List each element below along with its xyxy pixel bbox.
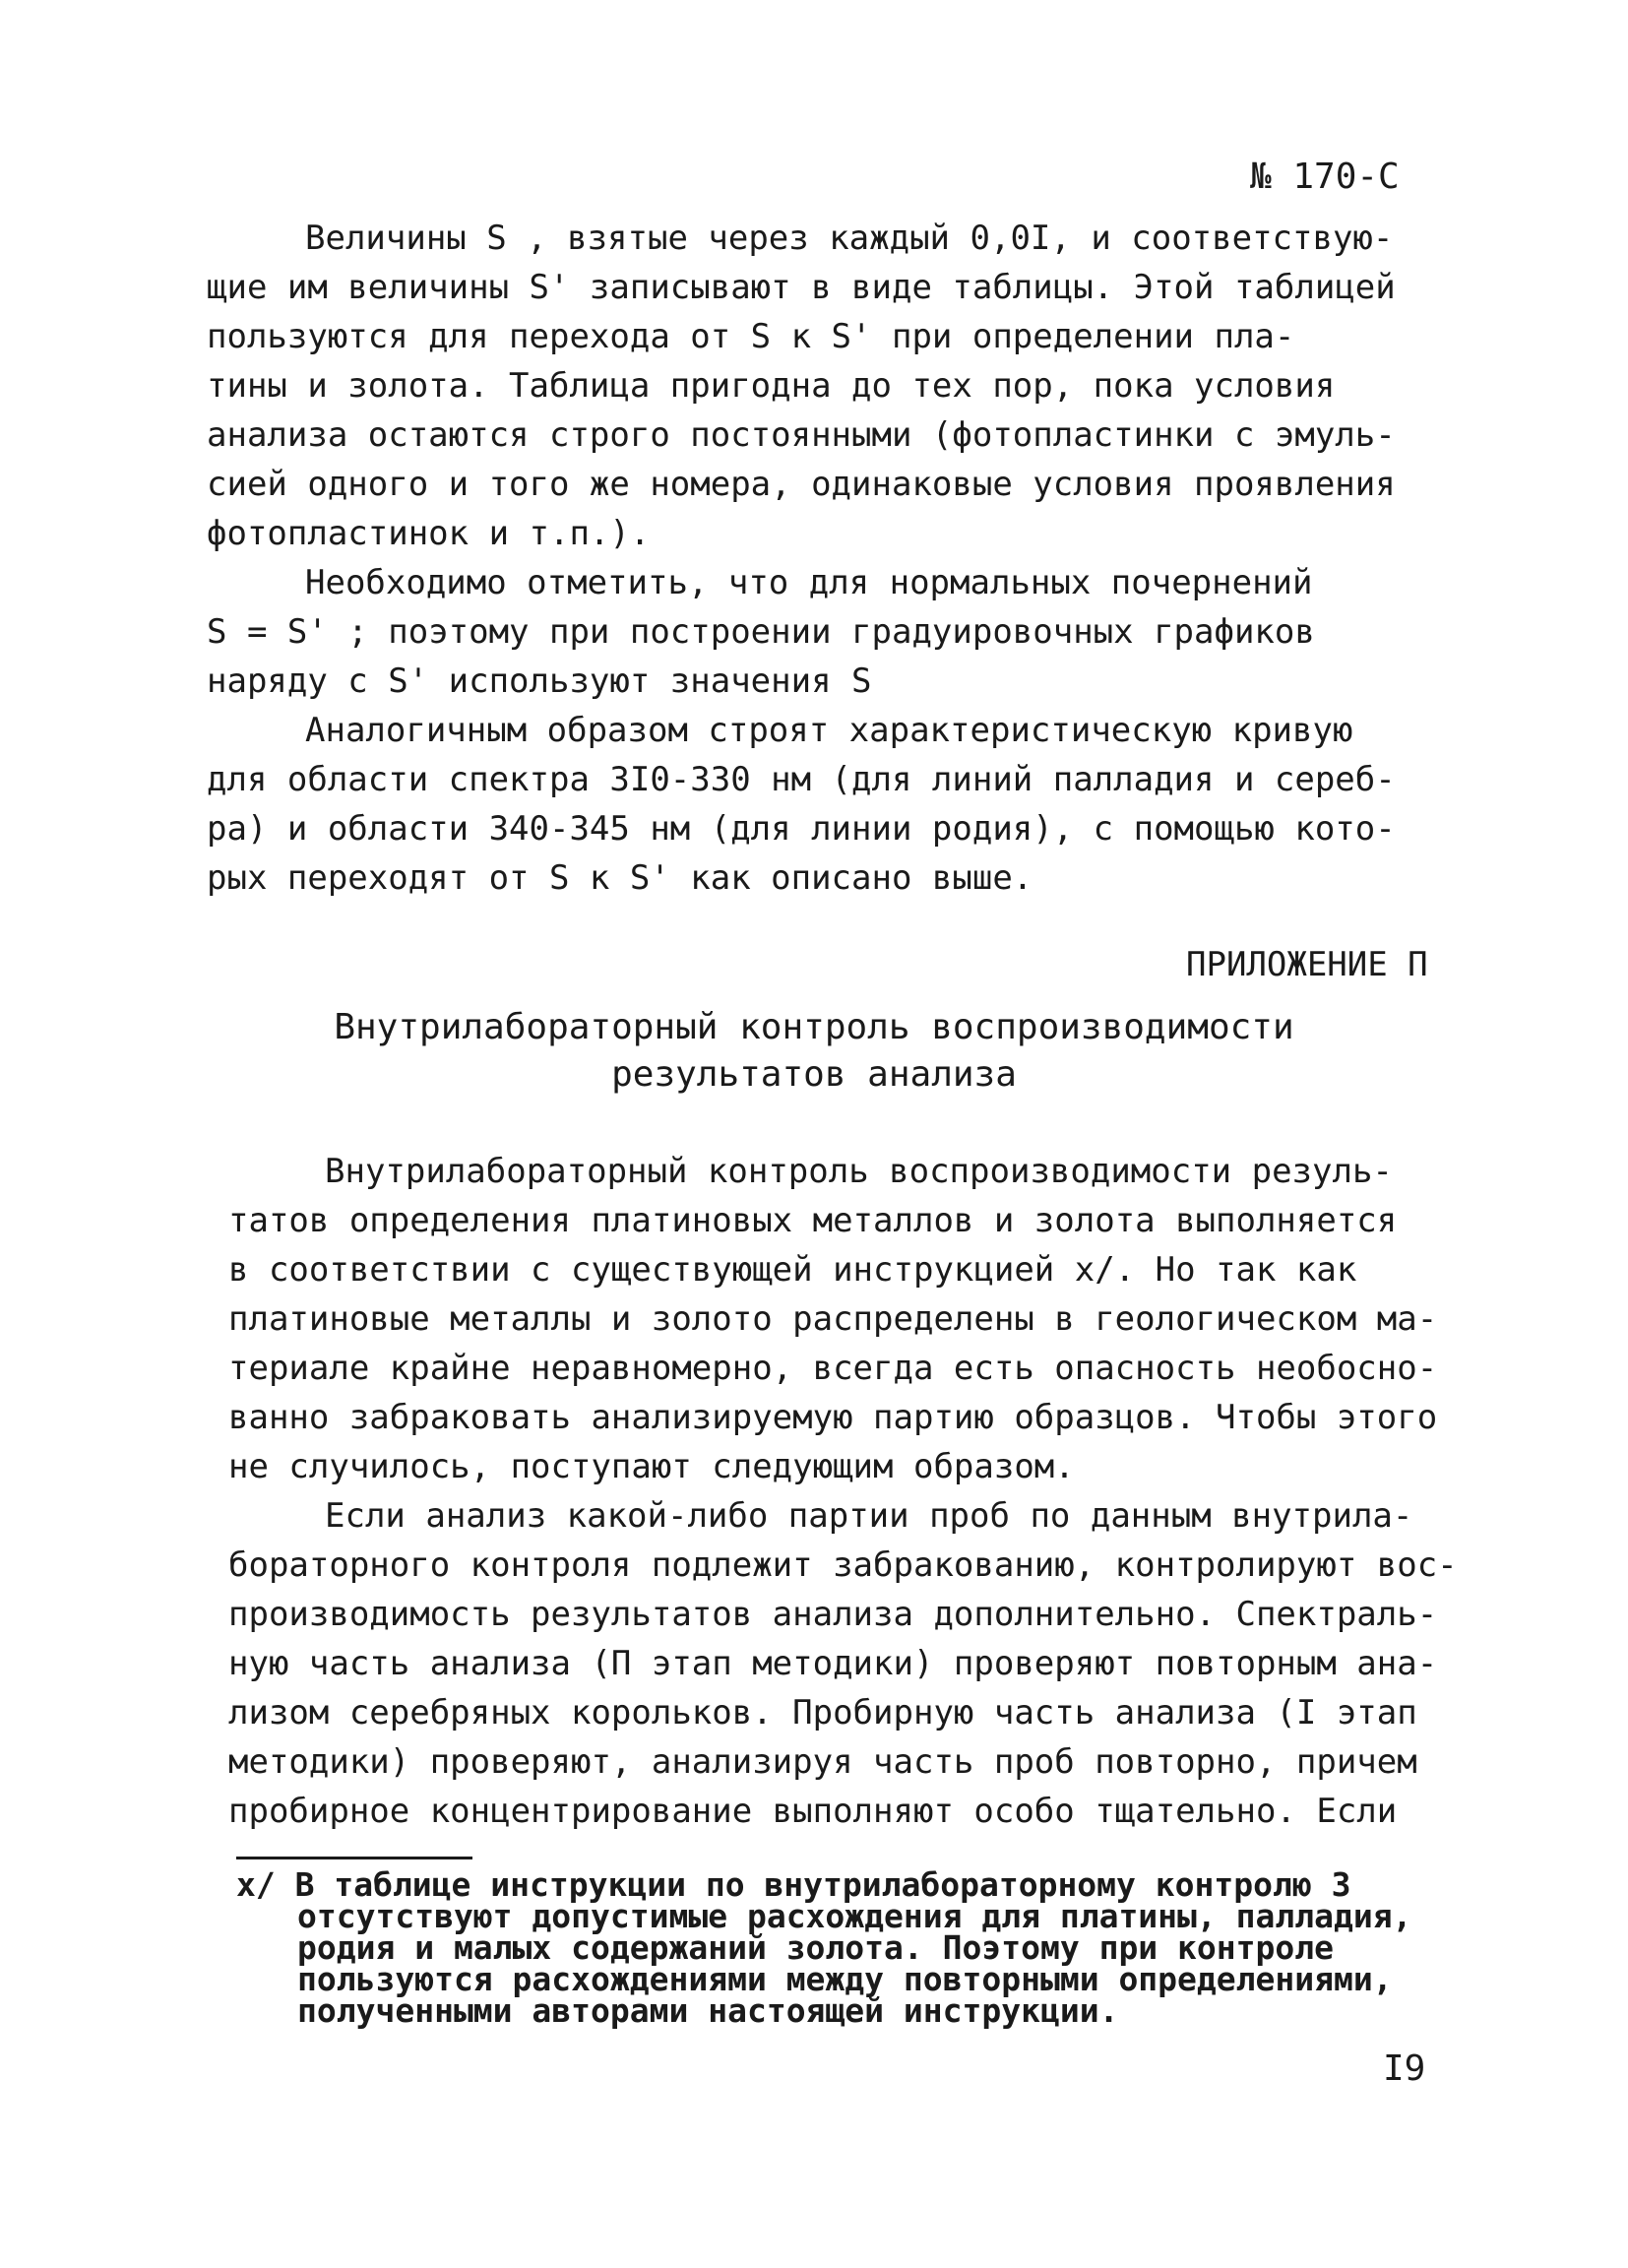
text-line: анализа остаются строго постоянными (фотопластинки с эмуль- [207, 415, 1396, 455]
text-line: тины и золота. Таблица пригодна до тех пор, пока условия [207, 366, 1336, 406]
text-line: Величины S , взятые через каждый 0,0I, и соответствую- [305, 219, 1394, 258]
text-line: Если анализ какой-либо партии проб по данным внутрила- [325, 1496, 1413, 1536]
text-line: для области спектра 3I0-330 нм (для линий палладия и сереб- [207, 760, 1396, 799]
footnote-line: x/ В таблице инструкции по внутрилабораторному контролю 3 [236, 1865, 1351, 1904]
text-line: ную часть анализа (П этап методики) проверяют повторным ана- [228, 1644, 1438, 1683]
appendix-title: Внутрилабораторный контроль воспроизводимости [334, 1007, 1294, 1047]
text-line: Внутрилабораторный контроль воспроизводимости резуль- [325, 1152, 1393, 1191]
text-line: татов определения платиновых металлов и золота выполняется [228, 1201, 1398, 1240]
footnote-line: полученными авторами настоящей инструкции. [297, 1991, 1119, 2030]
footnote-line: пользуются расхождениями между повторными определениями, [297, 1960, 1393, 1998]
text-line: ванно забраковать анализируемую партию образцов. Чтобы этого [228, 1398, 1438, 1437]
text-line: фотопластинок и т.п.). [207, 514, 651, 553]
text-line: платиновые металлы и золото распределены в геологическом ма- [228, 1299, 1438, 1339]
text-line: рых переходят от S к S' как описано выше. [207, 858, 1033, 898]
page-number: I9 [1383, 2048, 1426, 2089]
document-number: № 170-С [1250, 157, 1400, 197]
text-line: ра) и области 340-345 нм (для линии родия), с помощью кото- [207, 809, 1396, 849]
text-line: щие им величины S' записывают в виде таблицы. Этой таблицей [207, 268, 1396, 307]
text-line: бораторного контроля подлежит забракованию, контролируют вос- [228, 1545, 1458, 1585]
text-line: пользуются для перехода от S к S' при определении пла- [207, 317, 1295, 356]
text-line: не случилось, поступают следующим образом. [228, 1447, 1075, 1486]
text-line: пробирное концентрирование выполняют особо тщательно. Если [228, 1792, 1398, 1831]
text-line: методики) проверяют, анализируя часть проб повторно, причем [228, 1742, 1417, 1782]
text-line: Аналогичным образом строят характеристическую кривую [305, 711, 1353, 750]
text-line: сией одного и того же номера, одинаковые условия проявления [207, 465, 1396, 504]
footnote-line: отсутствуют допустимые расхождения для платины, палладия, [297, 1897, 1412, 1935]
text-line: наряду с S' используют значения S [207, 662, 872, 701]
appendix-title-continued: результатов анализа [611, 1054, 1017, 1095]
appendix-label: ПРИЛОЖЕНИЕ П [1186, 945, 1428, 984]
text-line: териале крайне неравномерно, всегда есть опасность необосно- [228, 1349, 1438, 1388]
text-line: Необходимо отметить, что для нормальных почернений [305, 563, 1313, 602]
text-line: производимость результатов анализа дополнительно. Спектраль- [228, 1595, 1438, 1634]
footnote-divider [236, 1857, 472, 1859]
footnote-line: родия и малых содержаний золота. Поэтому при контроле [297, 1928, 1334, 1967]
text-line: лизом серебряных корольков. Пробирную часть анализа (I этап [228, 1693, 1417, 1732]
text-line: в соответствии с существующей инструкцией x/. Но так как [228, 1250, 1357, 1290]
text-line: S = S' ; поэтому при построении градуировочных графиков [207, 612, 1315, 652]
